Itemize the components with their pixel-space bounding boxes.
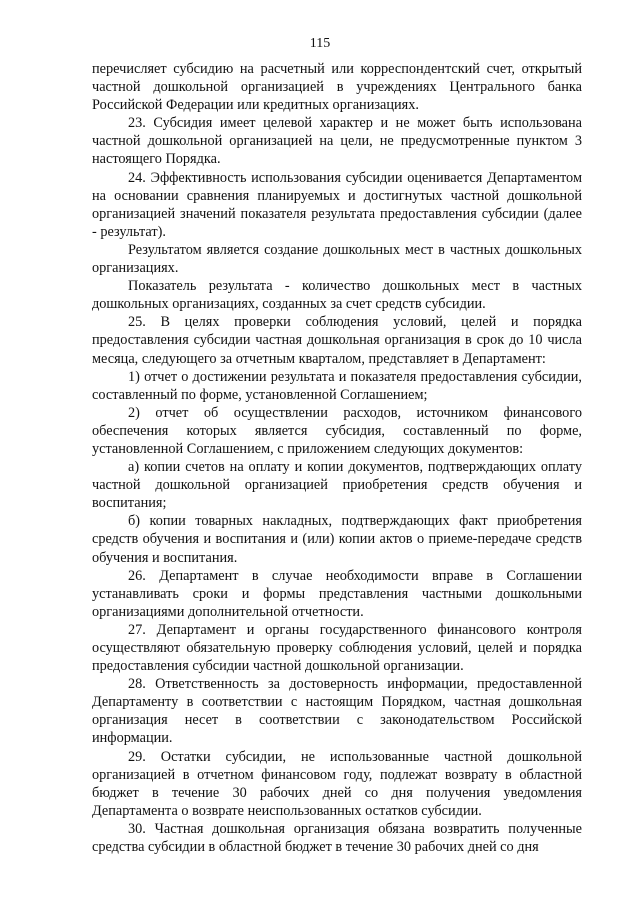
- paragraph-25-item-1: 1) отчет о достижении результата и показателя предоставления субсидии, составленный по форме, установленной Соглашением;: [92, 368, 582, 403]
- paragraph-25-item-2: 2) отчет об осуществлении расходов, источником финансового обеспечения которых является субсидия, составленный по форме, установленной Соглашением, с приложением следующих документов:: [92, 404, 582, 457]
- paragraph-result-indicator: Показатель результата - количество дошкольных мест в частных дошкольных организациях, созданных за счет средств субсидии.: [92, 278, 582, 313]
- paragraph-24: 24. Эффективность использования субсидии оценивается Департаментом на основании сравнения планируемых и достигнутых частной дошкольной организацией значений показателя результата предоставления субсидии (далее - результат).: [92, 169, 582, 240]
- paragraph-25-item-2b: б) копии товарных накладных, подтверждающих факт приобретения средств обучения и воспитания и (или) копии актов о приеме-передаче средств обучения и воспитания.: [92, 513, 582, 566]
- paragraph-28: 28. Ответственность за достоверность информации, предоставленной Департаменту в соответствии с настоящим Порядком, частная дошкольная организация несет в соответствии с законодательством Российской информации.: [92, 676, 582, 747]
- paragraph-23: 23. Субсидия имеет целевой характер и не может быть использована частной дошкольной организацией на цели, не предусмотренные пунктом 3 настоящего Порядка.: [92, 115, 582, 168]
- paragraph-25: 25. В целях проверки соблюдения условий, целей и порядка предоставления субсидии частная дошкольная организация в срок до 10 числа месяца, следующего за отчетным кварталом, представляет в Департамент:: [92, 314, 582, 367]
- paragraph-result: Результатом является создание дошкольных мест в частных дошкольных организациях.: [92, 241, 582, 277]
- paragraph-continuation: перечисляет субсидию на расчетный или корреспондентский счет, открытый частной дошкольной организацией в учреждениях Центрального банка Российской Федерации или кредитных организациях.: [92, 61, 582, 114]
- paragraph-25-item-2a: а) копии счетов на оплату и копии документов, подтверждающих оплату частной дошкольной организацией приобретения средств обучения и воспитания;: [92, 459, 582, 512]
- document-body: [92, 60, 582, 856]
- paragraph-30: 30. Частная дошкольная организация обязана возвратить полученные средства субсидии в областной бюджет в течение 30 рабочих дней со дня: [92, 820, 582, 856]
- paragraph-26: 26. Департамент в случае необходимости вправе в Соглашении устанавливать сроки и формы представления частными дошкольными организациями дополнительной отчетности.: [92, 567, 582, 620]
- paragraph-29: 29. Остатки субсидии, не использованные частной дошкольной организацией в отчетном финансовом году, подлежат возврату в областной бюджет в течение 30 рабочих дней со дня получения уведомления Департамента о возврате неиспользованных остатков субсидии.: [92, 748, 582, 819]
- page-number: 115: [309, 36, 331, 51]
- paragraph-27: 27. Департамент и органы государственного финансового контроля осуществляют обязательную проверку соблюдения условий, целей и порядка предоставления субсидии частной дошкольной организации.: [92, 621, 582, 675]
